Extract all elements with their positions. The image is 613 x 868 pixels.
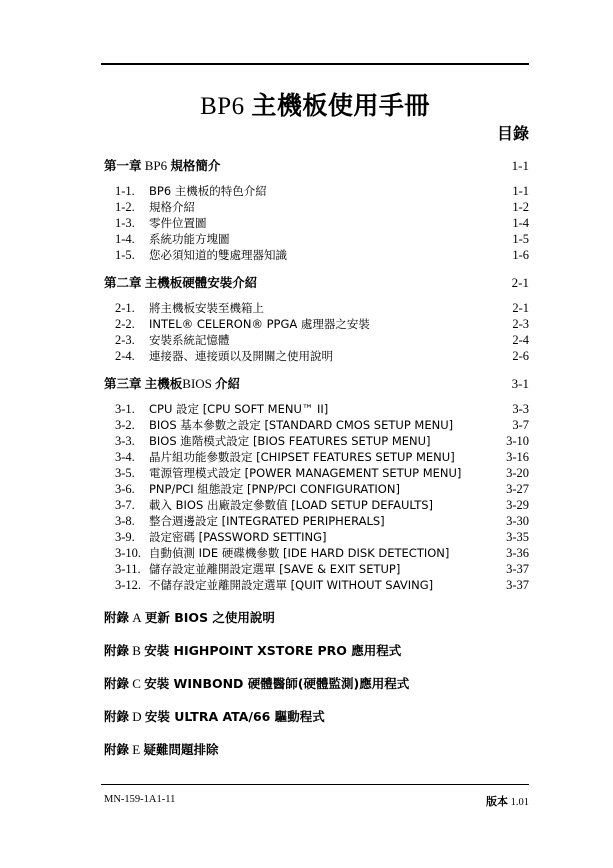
- title-cjk: 主機板使用手冊: [251, 93, 430, 120]
- chapter-2-title: 第二章 主機板硬體安裝介紹: [104, 275, 258, 290]
- toc-item[interactable]: 1-4. 系統功能方塊圖 1-5: [115, 232, 529, 246]
- toc-item[interactable]: 2-3. 安裝系統記憶體 2-4: [115, 333, 529, 347]
- top-rule: [101, 63, 529, 65]
- version-number: 1.01: [510, 797, 529, 808]
- appendix-e-entry[interactable]: 附錄 E 疑難問題排除: [104, 742, 219, 757]
- toc-item[interactable]: 3-3. BIOS 進階模式設定 [BIOS FEATURES SETUP MENU] 3-10: [115, 434, 529, 448]
- chapter-2-entry[interactable]: [104, 273, 529, 291]
- chapter-2-items: [104, 300, 529, 364]
- toc-item[interactable]: 1-1. BP6 主機板的特色介紹 1-1: [115, 184, 529, 198]
- toc-item[interactable]: 3-9. 設定密碼 [PASSWORD SETTING] 3-35: [115, 530, 529, 544]
- toc-item[interactable]: 1-5. 您必須知道的雙處理器知識 1-6: [115, 248, 529, 262]
- toc-item[interactable]: 3-1. CPU 設定 [CPU SOFT MENU™ II] 3-3: [115, 402, 529, 416]
- document-code: MN-159-1A1-11: [104, 794, 176, 805]
- toc-item[interactable]: 2-4. 連接器、連接頭以及開關之使用說明 2-6: [115, 349, 529, 363]
- toc-item[interactable]: 1-2. 規格介紹 1-2: [115, 200, 529, 214]
- toc-item[interactable]: 3-8. 整合週邊設定 [INTEGRATED PERIPHERALS] 3-30: [115, 514, 529, 528]
- appendix-b-entry[interactable]: 附錄 B 安裝 HIGHPOINT XSTORE PRO 應用程式: [104, 643, 402, 658]
- appendix-a-entry[interactable]: 附錄 A 更新 BIOS 之使用說明: [104, 610, 275, 625]
- toc-item[interactable]: 3-10. 自動偵測 IDE 硬碟機參數 [IDE HARD DISK DETECTION] 3-36: [115, 546, 529, 560]
- chapter-3-title: 第三章 主機板BIOS 介紹: [104, 376, 241, 391]
- toc-item[interactable]: 3-4. 晶片組功能參數設定 [CHIPSET FEATURES SETUP MENU] 3-16: [115, 450, 529, 464]
- version-info: [486, 793, 529, 809]
- toc-item[interactable]: 2-2. INTEL® CELERON® PPGA 處理器之安裝 2-3: [115, 317, 529, 331]
- chapter-1-items: [104, 183, 529, 263]
- chapter-3-entry[interactable]: [104, 374, 529, 392]
- version-label: 版本: [486, 795, 508, 808]
- chapter-3-items: [104, 401, 529, 593]
- appendix-d-entry[interactable]: 附錄 D 安裝 ULTRA ATA/66 驅動程式: [104, 709, 325, 724]
- table-of-contents: [104, 156, 529, 758]
- appendix-c-entry[interactable]: 附錄 C 安裝 WINBOND 硬體醫師(硬體監測)應用程式: [104, 676, 410, 691]
- page-title: [101, 86, 529, 122]
- chapter-1-page: 1-1: [511, 158, 529, 173]
- toc-heading: 目錄: [496, 124, 529, 143]
- bottom-rule: [101, 784, 529, 785]
- toc-item[interactable]: 3-12. 不儲存設定並離開設定選單 [QUIT WITHOUT SAVING] 3-37: [115, 578, 529, 592]
- toc-item[interactable]: 3-7. 載入 BIOS 出廠設定參數值 [LOAD SETUP DEFAULTS] 3-29: [115, 498, 529, 512]
- toc-item[interactable]: 3-6. PNP/PCI 組態設定 [PNP/PCI CONFIGURATION] 3-27: [115, 482, 529, 496]
- chapter-1-title: 第一章 BP6 規格簡介: [104, 158, 221, 173]
- toc-item[interactable]: 1-3. 零件位置圖 1-4: [115, 216, 529, 230]
- toc-item[interactable]: 3-2. BIOS 基本參數之設定 [STANDARD CMOS SETUP MENU] 3-7: [115, 418, 529, 432]
- chapter-3-page: 3-1: [511, 376, 529, 391]
- chapter-2-page: 2-1: [511, 275, 529, 290]
- chapter-1-entry[interactable]: [104, 156, 529, 174]
- title-latin: BP6: [200, 93, 245, 120]
- toc-item[interactable]: 3-5. 電源管理模式設定 [POWER MANAGEMENT SETUP MENU] 3-20: [115, 466, 529, 480]
- toc-item[interactable]: 2-1. 將主機板安裝至機箱上 2-1: [115, 301, 529, 315]
- toc-item[interactable]: 3-11. 儲存設定並離開設定選單 [SAVE & EXIT SETUP] 3-37: [115, 562, 529, 576]
